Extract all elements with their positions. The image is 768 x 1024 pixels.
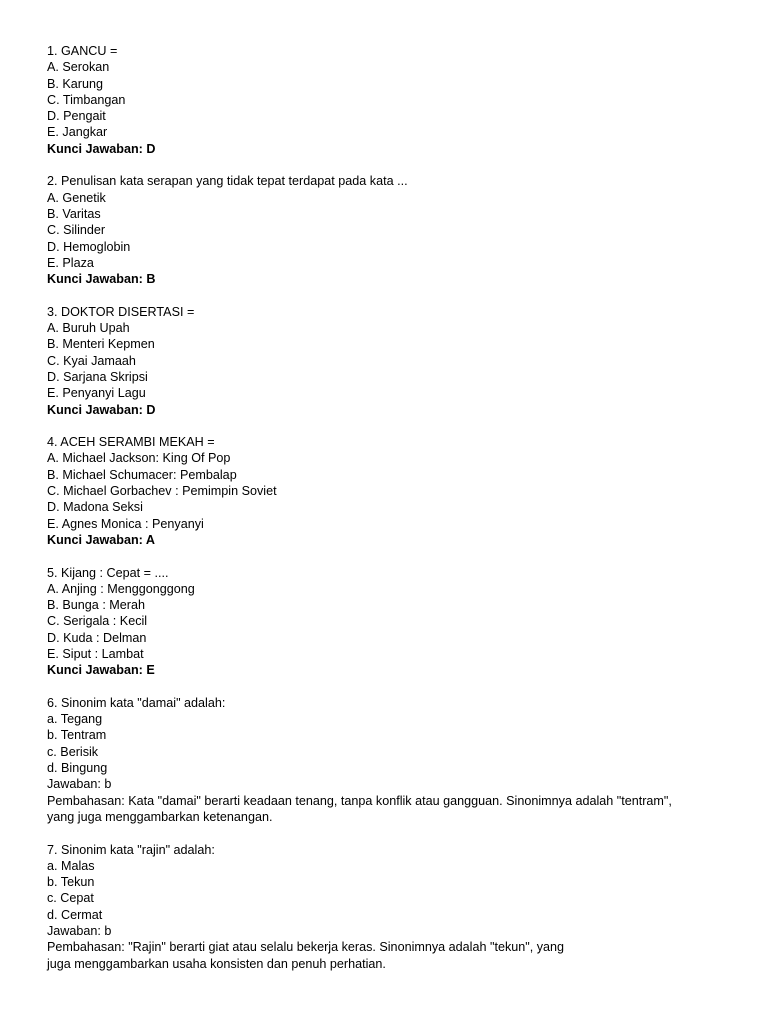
question-stem: 3. DOKTOR DISERTASI = xyxy=(47,304,195,319)
option-e: E. Jangkar xyxy=(47,125,108,140)
question-7 xyxy=(47,842,727,972)
question-1 xyxy=(47,43,727,157)
question-stem: 7. Sinonim kata "rajin" adalah: xyxy=(47,842,215,857)
answer-key: Kunci Jawaban: D xyxy=(47,141,156,156)
option-d: D. Madona Seksi xyxy=(47,500,143,515)
document-page xyxy=(47,43,727,988)
explanation-line-1: Pembahasan: Kata "damai" berarti keadaan tenang, tanpa konflik atau gangguan. Sinonimnya adalah "tentram", xyxy=(47,793,672,808)
question-stem: 5. Kijang : Cepat = .... xyxy=(47,565,169,580)
explanation-line-1: Pembahasan: "Rajin" berarti giat atau selalu bekerja keras. Sinonimnya adalah "tekun", yang xyxy=(47,940,565,955)
option-b: b. Tentram xyxy=(47,728,107,743)
option-d: D. Pengait xyxy=(47,109,106,124)
option-a: A. Genetik xyxy=(47,190,106,205)
answer-key: Kunci Jawaban: B xyxy=(47,272,156,287)
explanation-line-2: yang juga menggambarkan ketenangan. xyxy=(47,809,273,824)
option-c: c. Cepat xyxy=(47,891,94,906)
option-e: E. Penyanyi Lagu xyxy=(47,386,146,401)
option-d: d. Bingung xyxy=(47,761,108,776)
answer-key: Kunci Jawaban: E xyxy=(47,663,155,678)
option-a: a. Tegang xyxy=(47,712,103,727)
option-b: B. Bunga : Merah xyxy=(47,598,146,613)
question-stem: 2. Penulisan kata serapan yang tidak tepat terdapat pada kata ... xyxy=(47,174,408,189)
question-stem: 6. Sinonim kata "damai" adalah: xyxy=(47,695,226,710)
answer-key: Kunci Jawaban: D xyxy=(47,402,156,417)
option-d: D. Sarjana Skripsi xyxy=(47,369,148,384)
option-c: C. Michael Gorbachev : Pemimpin Soviet xyxy=(47,484,277,499)
question-3 xyxy=(47,304,727,418)
question-5 xyxy=(47,565,727,679)
question-2 xyxy=(47,173,727,287)
option-d: d. Cermat xyxy=(47,907,103,922)
option-e: E. Plaza xyxy=(47,255,94,270)
question-4 xyxy=(47,434,727,548)
option-b: B. Varitas xyxy=(47,206,101,221)
answer-key: Kunci Jawaban: A xyxy=(47,532,155,547)
option-b: b. Tekun xyxy=(47,875,95,890)
explanation-line-2: juga menggambarkan usaha konsisten dan penuh perhatian. xyxy=(47,956,386,971)
question-stem: 4. ACEH SERAMBI MEKAH = xyxy=(47,435,215,450)
option-a: A. Anjing : Menggonggong xyxy=(47,581,195,596)
option-e: E. Siput : Lambat xyxy=(47,646,144,661)
option-c: C. Timbangan xyxy=(47,92,126,107)
option-a: a. Malas xyxy=(47,858,95,873)
answer-line: Jawaban: b xyxy=(47,777,112,792)
option-b: B. Menteri Kepmen xyxy=(47,337,155,352)
question-6 xyxy=(47,695,727,825)
option-d: D. Kuda : Delman xyxy=(47,630,147,645)
option-c: C. Kyai Jamaah xyxy=(47,353,136,368)
option-c: C. Silinder xyxy=(47,223,106,238)
option-a: A. Buruh Upah xyxy=(47,321,130,336)
option-c: C. Serigala : Kecil xyxy=(47,614,148,629)
question-stem: 1. GANCU = xyxy=(47,44,118,58)
answer-line: Jawaban: b xyxy=(47,924,112,939)
option-b: B. Michael Schumacer: Pembalap xyxy=(47,467,237,482)
option-d: D. Hemoglobin xyxy=(47,239,131,254)
option-b: B. Karung xyxy=(47,76,104,91)
option-a: A. Michael Jackson: King Of Pop xyxy=(47,451,231,466)
option-a: A. Serokan xyxy=(47,60,110,75)
option-e: E. Agnes Monica : Penyanyi xyxy=(47,516,204,531)
option-c: c. Berisik xyxy=(47,744,99,759)
